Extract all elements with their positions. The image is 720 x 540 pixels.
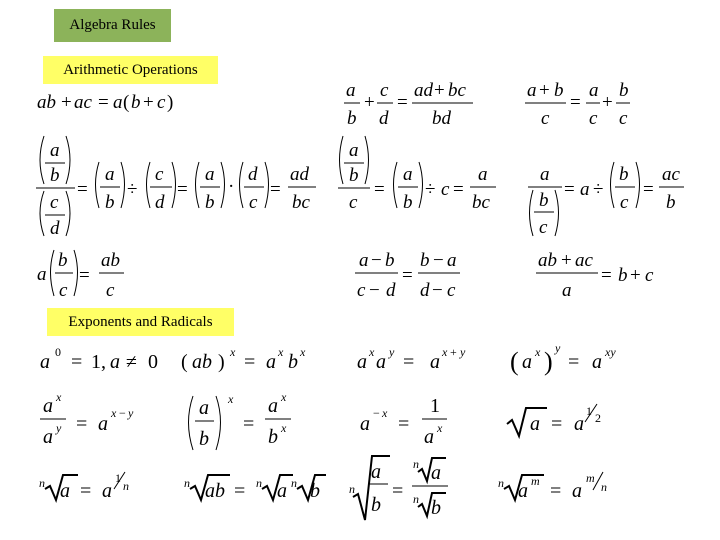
svg-text:n: n <box>256 476 262 490</box>
svg-text:+: + <box>561 250 572 271</box>
svg-text:a: a <box>357 351 367 373</box>
svg-text:−: − <box>119 406 126 420</box>
svg-text:a: a <box>530 413 540 435</box>
formula-power-of-power <box>510 341 616 376</box>
formula-fraction-addition <box>344 80 473 129</box>
svg-text:=: = <box>453 179 464 200</box>
svg-text:c: c <box>620 192 629 213</box>
svg-text:c: c <box>447 280 456 301</box>
svg-text:a: a <box>430 351 440 373</box>
formula-nth-root <box>39 471 129 502</box>
svg-text:1: 1 <box>430 395 440 417</box>
svg-text:a: a <box>527 80 537 101</box>
svg-text:b: b <box>105 192 115 213</box>
svg-text:a: a <box>592 351 602 373</box>
svg-text:a: a <box>349 140 359 161</box>
svg-text:≠: ≠ <box>126 351 137 373</box>
svg-text:(: ( <box>123 92 130 113</box>
svg-text:a: a <box>371 461 381 483</box>
svg-text:n: n <box>291 476 297 490</box>
svg-text:a: a <box>522 351 532 373</box>
svg-text:d: d <box>386 280 396 301</box>
svg-text:c: c <box>106 280 115 301</box>
svg-text:x: x <box>228 392 234 406</box>
section-header-exponents-text: Exponents and Radicals <box>68 313 213 330</box>
svg-text:+: + <box>630 265 641 286</box>
svg-text:=: = <box>177 179 188 200</box>
svg-text:=: = <box>551 413 563 435</box>
svg-text:a: a <box>60 480 70 502</box>
svg-text:xy: xy <box>605 345 616 359</box>
svg-text:c: c <box>155 164 164 185</box>
svg-text:ab: ab <box>101 250 120 271</box>
svg-text:x: x <box>281 390 287 404</box>
formula-nth-root-power <box>498 471 607 502</box>
svg-text:+: + <box>364 92 375 113</box>
svg-text:x: x <box>278 345 284 359</box>
svg-text:a: a <box>98 413 108 435</box>
svg-text:a: a <box>562 280 572 301</box>
svg-text:=: = <box>79 265 90 286</box>
svg-text:a: a <box>266 351 276 373</box>
formula-sum-over-denominator <box>525 80 630 129</box>
svg-text:=: = <box>570 92 581 113</box>
svg-text:a: a <box>580 179 590 200</box>
svg-text:+: + <box>143 92 154 113</box>
svg-text:a: a <box>589 80 599 101</box>
title-text: Algebra Rules <box>69 17 156 33</box>
svg-text:ab: ab <box>37 92 56 113</box>
svg-text:n: n <box>601 480 607 494</box>
svg-text:0: 0 <box>55 345 61 359</box>
svg-text:a: a <box>478 164 488 185</box>
svg-text:n: n <box>349 482 355 496</box>
svg-text:c: c <box>541 108 550 129</box>
svg-text:b: b <box>431 497 441 519</box>
svg-text:c: c <box>441 179 450 200</box>
svg-text:+: + <box>61 92 72 113</box>
svg-text:=: = <box>402 265 413 286</box>
svg-text:=: = <box>403 351 415 373</box>
formula-distributive <box>37 92 173 113</box>
svg-text:b: b <box>666 192 676 213</box>
svg-text:c: c <box>249 192 258 213</box>
svg-text:1: 1 <box>115 471 121 485</box>
svg-text:x: x <box>442 345 448 359</box>
svg-text:y: y <box>555 341 561 355</box>
svg-text:b: b <box>403 192 413 213</box>
svg-text:a: a <box>102 480 112 502</box>
formula-product-power <box>181 345 306 373</box>
svg-text:a: a <box>40 351 50 373</box>
svg-text:n: n <box>39 476 45 490</box>
svg-text:c: c <box>157 92 166 113</box>
svg-text:m: m <box>531 474 540 488</box>
svg-text:=: = <box>77 179 88 200</box>
svg-text:b: b <box>268 426 278 448</box>
formula-nth-root-quotient <box>349 456 448 520</box>
svg-text:=: = <box>234 480 246 502</box>
svg-text:=: = <box>568 351 580 373</box>
svg-text:a: a <box>205 164 215 185</box>
svg-text:a: a <box>110 351 120 373</box>
svg-text:1: 1 <box>586 404 592 418</box>
svg-text:a: a <box>403 164 413 185</box>
svg-text:y: y <box>389 345 395 359</box>
svg-text:c: c <box>539 217 548 238</box>
svg-text:bc: bc <box>472 192 490 213</box>
svg-text:a: a <box>360 413 370 435</box>
svg-text:): ) <box>167 92 174 113</box>
formula-complex-fraction <box>36 136 316 239</box>
svg-text:+: + <box>434 80 445 101</box>
svg-text:a: a <box>572 480 582 502</box>
svg-text:ac: ac <box>575 250 593 271</box>
svg-text:b: b <box>288 351 298 373</box>
svg-text:c: c <box>645 265 654 286</box>
svg-text:a: a <box>540 164 550 185</box>
svg-text:=: = <box>392 480 404 502</box>
formula-factor-out <box>536 250 654 301</box>
svg-text:−: − <box>369 280 380 301</box>
svg-text:a: a <box>277 480 287 502</box>
svg-text:ad: ad <box>290 164 309 185</box>
svg-text:ab: ab <box>205 480 225 502</box>
svg-text:b: b <box>619 164 629 185</box>
svg-text:a: a <box>43 395 53 417</box>
formula-a-times-fraction <box>37 250 124 301</box>
svg-text:n: n <box>123 479 129 493</box>
svg-text:a: a <box>37 264 47 285</box>
svg-text:=: = <box>564 179 575 200</box>
svg-text:=: = <box>243 413 255 435</box>
svg-text:a: a <box>105 164 115 185</box>
svg-text:c: c <box>50 192 59 213</box>
svg-text:=: = <box>76 413 88 435</box>
svg-text:b: b <box>58 250 68 271</box>
svg-text:=: = <box>601 265 612 286</box>
svg-text:b: b <box>371 494 381 516</box>
svg-text:·: · <box>228 176 235 197</box>
formula-quotient-power <box>189 390 292 450</box>
svg-text:−: − <box>433 250 444 271</box>
svg-text:b: b <box>554 80 564 101</box>
svg-text:y: y <box>460 345 466 359</box>
svg-text:c: c <box>619 108 628 129</box>
svg-text:=: = <box>270 179 281 200</box>
svg-text:x: x <box>535 345 541 359</box>
svg-text:−: − <box>432 280 443 301</box>
section-header-arithmetic-text: Arithmetic Operations <box>63 61 198 78</box>
svg-text:ab: ab <box>192 351 212 373</box>
svg-text:a: a <box>518 480 528 502</box>
svg-text:x: x <box>56 390 62 404</box>
svg-text:a: a <box>376 351 386 373</box>
svg-text:a: a <box>113 92 123 113</box>
svg-text:=: = <box>71 351 83 373</box>
svg-text:1,: 1, <box>91 351 106 373</box>
svg-text:−: − <box>373 406 380 420</box>
formula-square-root <box>507 404 601 436</box>
svg-text:+: + <box>602 92 613 113</box>
svg-text:ac: ac <box>74 92 92 113</box>
svg-text:+: + <box>450 345 457 359</box>
svg-text:b: b <box>50 165 60 186</box>
svg-text:c: c <box>59 280 68 301</box>
svg-text:(: ( <box>510 347 519 376</box>
svg-text:bc: bc <box>292 192 310 213</box>
svg-text:x: x <box>230 345 236 359</box>
svg-text:b: b <box>205 192 215 213</box>
svg-text:+: + <box>539 80 550 101</box>
svg-text:a: a <box>199 397 209 419</box>
svg-text:): ) <box>218 351 225 373</box>
svg-text:c: c <box>349 192 358 213</box>
svg-text:y: y <box>128 406 134 420</box>
svg-text:x: x <box>300 345 306 359</box>
svg-text:b: b <box>310 480 320 502</box>
svg-text:a: a <box>359 250 369 271</box>
svg-text:c: c <box>589 108 598 129</box>
svg-text:): ) <box>544 347 553 376</box>
formula-quotient-same-base <box>40 390 134 448</box>
formula-fraction-over-c <box>338 136 496 213</box>
svg-text:x: x <box>111 406 117 420</box>
svg-text:ad: ad <box>414 80 433 101</box>
svg-text:a: a <box>424 426 434 448</box>
svg-text:b: b <box>539 190 549 211</box>
svg-text:=: = <box>397 92 408 113</box>
svg-text:d: d <box>420 280 430 301</box>
svg-text:2: 2 <box>595 411 601 425</box>
svg-text:(: ( <box>181 351 188 373</box>
svg-text:a: a <box>431 462 441 484</box>
svg-text:÷: ÷ <box>425 179 436 200</box>
svg-text:bc: bc <box>448 80 466 101</box>
svg-text:c: c <box>380 80 389 101</box>
svg-text:x: x <box>382 406 388 420</box>
svg-text:c: c <box>357 280 366 301</box>
svg-text:÷: ÷ <box>127 179 138 200</box>
svg-text:x: x <box>437 421 443 435</box>
svg-text:−: − <box>371 250 382 271</box>
svg-text:=: = <box>244 351 256 373</box>
svg-text:=: = <box>643 179 654 200</box>
svg-text:d: d <box>155 192 165 213</box>
svg-text:x: x <box>281 421 287 435</box>
svg-text:b: b <box>619 80 629 101</box>
svg-text:d: d <box>248 164 258 185</box>
svg-text:=: = <box>398 413 410 435</box>
svg-text:=: = <box>550 480 562 502</box>
svg-text:=: = <box>98 92 109 113</box>
svg-text:a: a <box>346 80 356 101</box>
svg-text:a: a <box>43 426 53 448</box>
svg-text:b: b <box>349 165 359 186</box>
svg-text:d: d <box>379 108 389 129</box>
svg-text:a: a <box>50 140 60 161</box>
svg-text:=: = <box>374 179 385 200</box>
svg-text:d: d <box>50 218 60 239</box>
svg-text:b: b <box>618 265 628 286</box>
svg-text:ab: ab <box>538 250 557 271</box>
svg-text:÷: ÷ <box>593 179 604 200</box>
svg-text:bd: bd <box>432 108 451 129</box>
svg-text:b: b <box>385 250 395 271</box>
svg-text:m: m <box>586 471 595 485</box>
svg-text:b: b <box>199 428 209 450</box>
formula-nth-root-product <box>184 475 326 502</box>
formula-zero-exponent <box>40 345 158 373</box>
formula-negative-exponent <box>360 395 447 448</box>
svg-text:ac: ac <box>662 164 680 185</box>
formula-product-same-base <box>357 345 466 373</box>
svg-text:=: = <box>80 480 92 502</box>
svg-text:b: b <box>347 108 357 129</box>
formula-a-over-fraction <box>528 162 684 238</box>
svg-text:a: a <box>574 413 584 435</box>
formula-sign-swap <box>355 250 460 301</box>
svg-text:n: n <box>413 492 419 506</box>
svg-text:a: a <box>447 250 457 271</box>
svg-text:b: b <box>131 92 141 113</box>
svg-text:0: 0 <box>148 351 158 373</box>
svg-text:x: x <box>369 345 375 359</box>
svg-text:n: n <box>498 476 504 490</box>
svg-text:n: n <box>413 457 419 471</box>
svg-text:y: y <box>56 421 62 435</box>
svg-text:a: a <box>268 395 278 417</box>
svg-text:n: n <box>184 476 190 490</box>
svg-text:b: b <box>420 250 430 271</box>
